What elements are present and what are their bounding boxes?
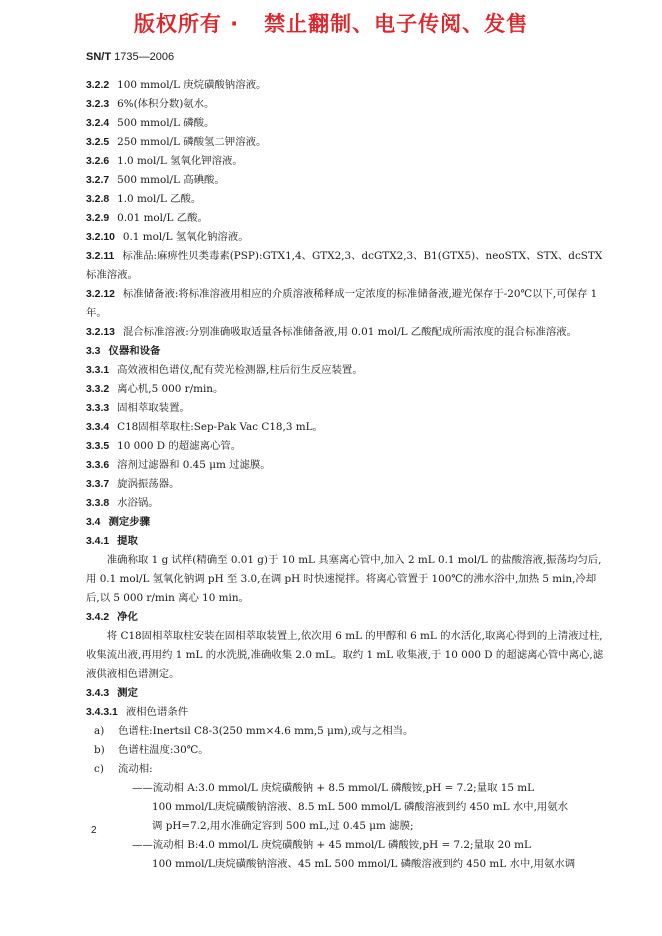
item-number: 3.2.8 (86, 194, 110, 205)
item-number: 3.3.3 (86, 403, 110, 414)
item-text: 100 mmol/L 庚烷磺酸钠溶液。 (117, 79, 267, 91)
list-item (86, 437, 606, 456)
list-item (86, 285, 606, 323)
item-text: C18固相萃取柱:Sep-Pak Vac C18,3 mL。 (117, 421, 323, 433)
list-item (86, 114, 606, 133)
section-3-4-2-heading (86, 608, 606, 627)
section-number: 3.4.3.1 (86, 707, 118, 718)
item-text: 离心机,5 000 r/min。 (117, 383, 224, 395)
section-title: 仪器和设备 (108, 345, 161, 357)
section-title: 液相色谱条件 (125, 706, 189, 718)
mobile-phase-b-line2: 100 mmol/L庚烷磺酸钠溶液、45 mL 500 mmol/L 磷酸溶液到约 450 mL 水中,用氨水调 (152, 858, 576, 870)
item-text: 固相萃取装置。 (117, 402, 190, 414)
document-body (86, 76, 606, 874)
item-number: 3.2.11 (86, 251, 115, 262)
item-text: 标准储备液:将标准溶液用相应的介质溶液稀释成一定浓度的标准储备液,避光保存于-20℃以下,可保存 1 年。 (86, 288, 598, 319)
item-number: 3.2.5 (86, 137, 110, 148)
mobile-phase-b-line1: ——流动相 B:4.0 mmol/L 庚烷磺酸钠 + 45 mmol/L 磷酸铵,pH = 7.2;量取 20 mL (132, 839, 531, 851)
item-number: 3.2.10 (86, 232, 115, 243)
section-3-4-3-heading (86, 684, 606, 703)
item-text: 0.1 mol/L 氢氧化钠溶液。 (122, 231, 249, 243)
condition-item (86, 722, 606, 741)
section-title: 提取 (117, 535, 138, 547)
mobile-phase-a-line2: 100 mmol/L庚烷磺酸钠溶液、8.5 mL 500 mmol/L 磷酸溶液到约 450 mL 水中,用氨水 (152, 801, 569, 813)
item-number: 3.2.7 (86, 175, 110, 186)
mobile-phase-a-line3: 调 pH=7.2,用水准确定容到 500 mL,过 0.45 μm 滤膜; (152, 820, 414, 832)
page-number: 2 (91, 825, 97, 836)
item-number: 3.3.4 (86, 422, 110, 433)
list-item (86, 171, 606, 190)
section-title: 测定步骤 (108, 516, 151, 528)
list-item (86, 456, 606, 475)
list-item (86, 209, 606, 228)
list-item (86, 418, 606, 437)
item-number: 3.2.13 (86, 327, 115, 338)
list-item (86, 399, 606, 418)
section-number: 3.4.3 (86, 688, 110, 699)
cleanup-paragraph: 将 C18固相萃取柱安装在固相萃取装置上,依次用 6 mL 的甲醇和 6 mL 的水活化,取离心得到的上清液过柱,收集流出液,再用约 1 mL 的水洗脱,准确收集 2.0 mL。取约 1 mL 收集液,于 10 000 D 的超滤离心管中离心,滤液供液相色谱测定。 (86, 630, 604, 680)
item-number: 3.2.6 (86, 156, 110, 167)
list-item (86, 475, 606, 494)
item-text: 高效液相色谱仪,配有荧光检测器,柱后衍生反应装置。 (117, 364, 363, 376)
item-number: 3.3.2 (86, 384, 110, 395)
list-item (86, 361, 606, 380)
standard-code (86, 51, 182, 63)
list-item (86, 380, 606, 399)
list-item (86, 76, 606, 95)
condition-item (86, 741, 606, 760)
condition-text: 色谱柱:Inertsil C8-3(250 mm×4.6 mm,5 μm),或与之相当。 (118, 725, 414, 737)
section-number: 3.4.1 (86, 536, 110, 547)
item-number: 3.2.3 (86, 99, 110, 110)
item-number: 3.2.2 (86, 80, 110, 91)
mobile-phase-a-line1: ——流动相 A:3.0 mmol/L 庚烷磺酸钠 + 8.5 mmol/L 磷酸铵,pH = 7.2;量取 15 mL (132, 782, 535, 794)
item-text: 6%(体积分数)氨水。 (117, 98, 215, 110)
item-text: 混合标准溶液:分别准确吸取适量各标准储备液,用 0.01 mol/L 乙酸配成所需浓度的混合标准溶液。 (122, 326, 578, 338)
item-number: 3.3.8 (86, 498, 110, 509)
item-number: 3.2.12 (86, 289, 115, 300)
section-3-4-3-1-heading (86, 703, 606, 722)
condition-item (86, 760, 606, 779)
reagent-list (86, 76, 606, 342)
item-text: 标准品:麻痹性贝类毒素(PSP):GTX1,4、GTX2,3、dcGTX2,3、B1(GTX5)、neoSTX、STX、dcSTX 标准溶液。 (86, 250, 603, 281)
equipment-list (86, 361, 606, 513)
item-number: 3.2.4 (86, 118, 110, 129)
extraction-paragraph: 准确称取 1 g 试样(精确至 0.01 g)于 10 mL 具塞离心管中,加入 2 mL 0.1 mol/L 的盐酸溶液,振荡均匀后,用 0.1 mol/L 氢氧化钠调 pH 至 3.0,在调 pH 时快速搅拌。将离心管置于 100℃的沸水浴中,加热 5 min,冷却后,以 5 000 r/min 离心 10 min。 (86, 554, 602, 604)
section-3-4-1-heading (86, 532, 606, 551)
condition-label: c) (94, 763, 104, 775)
list-item (86, 95, 606, 114)
condition-text: 流动相: (118, 763, 153, 775)
section-number: 3.4.2 (86, 612, 110, 623)
item-number: 3.3.5 (86, 441, 110, 452)
item-text: 水浴锅。 (117, 497, 159, 509)
item-text: 1.0 mol/L 氢氧化钾溶液。 (117, 155, 243, 167)
item-text: 10 000 D 的超滤离心管。 (117, 440, 242, 452)
item-number: 3.3.7 (86, 479, 110, 490)
section-number: 3.3 (86, 346, 101, 357)
standard-number: 1735—2006 (114, 51, 175, 63)
list-item (86, 247, 606, 285)
item-number: 3.2.9 (86, 213, 110, 224)
lc-conditions-list (86, 722, 606, 779)
list-item (86, 152, 606, 171)
section-number: 3.4 (86, 517, 101, 528)
item-number: 3.3.1 (86, 365, 110, 376)
condition-label: a) (94, 725, 105, 737)
list-item (86, 323, 606, 342)
item-text: 旋涡振荡器。 (117, 478, 180, 490)
item-text: 0.01 mol/L 乙酸。 (117, 212, 208, 224)
item-text: 溶剂过滤器和 0.45 μm 过滤膜。 (117, 459, 271, 471)
item-text: 500 mmol/L 磷酸。 (117, 117, 215, 129)
list-item (86, 190, 606, 209)
section-title: 净化 (117, 611, 138, 623)
item-text: 500 mmol/L 高碘酸。 (117, 174, 225, 186)
item-number: 3.3.6 (86, 460, 110, 471)
section-3-3-heading (86, 342, 606, 361)
condition-text: 色谱柱温度:30℃。 (118, 744, 209, 756)
list-item (86, 228, 606, 247)
list-item (86, 133, 606, 152)
standard-prefix: SN/T (86, 51, 112, 63)
section-title: 测定 (117, 687, 138, 699)
item-text: 1.0 mol/L 乙酸。 (117, 193, 202, 205)
item-text: 250 mmol/L 磷酸氢二钾溶液。 (117, 136, 267, 148)
copyright-watermark: 版权所有 · 禁止翻制、电子传阅、发售 (133, 12, 529, 36)
list-item (86, 494, 606, 513)
condition-label: b) (94, 744, 105, 756)
section-3-4-heading (86, 513, 606, 532)
